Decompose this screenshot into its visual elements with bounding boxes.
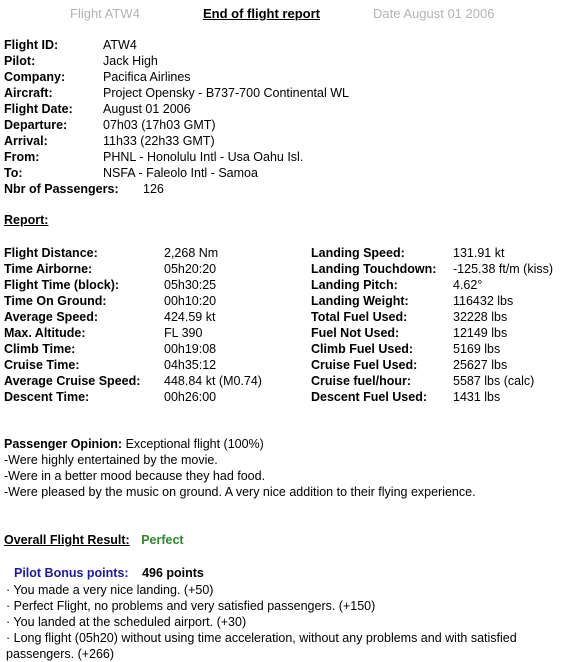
- info-label: Company:: [4, 70, 66, 84]
- report-label: Total Fuel Used:: [311, 310, 408, 324]
- opinion-line: -Were in a better mood because they had food.: [4, 469, 266, 483]
- report-heading: Report:: [4, 213, 49, 227]
- report-value: 12149 lbs: [453, 326, 508, 340]
- report-row: [4, 309, 216, 325]
- info-row: [4, 101, 191, 117]
- info-label: Aircraft:: [4, 86, 53, 100]
- report-value: 00h26:00: [164, 390, 217, 404]
- report-row: [311, 357, 508, 373]
- report-row: [4, 293, 217, 309]
- report-row: [311, 325, 508, 341]
- bonus-item-text: You landed at the scheduled airport. (+30): [13, 615, 247, 629]
- overall-result: [4, 533, 184, 547]
- opinion-label: Passenger Opinion:: [4, 437, 123, 451]
- report-label: Climb Time:: [4, 342, 76, 356]
- info-label: Departure:: [4, 118, 68, 132]
- report-row: [311, 293, 514, 309]
- report-label: Landing Speed:: [311, 246, 405, 260]
- info-value: 11h33 (22h33 GMT): [103, 134, 215, 148]
- opinion-line: -Were highly entertained by the movie.: [4, 453, 218, 467]
- header-flight-label: Flight ATW4: [70, 6, 140, 21]
- report-value: 424.59 kt: [164, 310, 216, 324]
- report-value: 5587 lbs (calc): [453, 374, 535, 388]
- report-value: FL 390: [164, 326, 203, 340]
- bonus-label: Pilot Bonus points:: [14, 566, 129, 580]
- bonus-item-text: Long flight (05h20) without using time acceleration, without any problems and with satisfied passengers. (+266): [6, 631, 517, 661]
- report-label: Flight Distance:: [4, 246, 98, 260]
- passenger-opinion: [4, 437, 264, 451]
- info-label: Flight ID:: [4, 38, 59, 52]
- report-value: 116432 lbs: [453, 294, 514, 308]
- report-label: Cruise Time:: [4, 358, 80, 372]
- report-label: Landing Touchdown:: [311, 262, 437, 276]
- bonus-value: 496 points: [142, 566, 204, 580]
- report-label: Average Cruise Speed:: [4, 374, 141, 388]
- report-label: Time Airborne:: [4, 262, 93, 276]
- info-label: Pilot:: [4, 54, 36, 68]
- info-row: [4, 37, 137, 53]
- info-row: [4, 69, 191, 85]
- report-label: Max. Altitude:: [4, 326, 86, 340]
- opinion-line: -Were pleased by the music on ground. A very nice addition to their flying experience.: [4, 485, 476, 499]
- info-value: ATW4: [103, 38, 137, 52]
- bonus-item: · Long flight (05h20) without using time acceleration, without any problems and with satisfied passengers. (+266): [6, 631, 517, 661]
- report-value: 00h19:08: [164, 342, 217, 356]
- info-row: [4, 133, 215, 149]
- info-value: August 01 2006: [103, 102, 191, 116]
- report-value: 05h20:20: [164, 262, 217, 276]
- header-date-label: Date August 01 2006: [373, 6, 495, 21]
- report-label: Cruise Fuel Used:: [311, 358, 418, 372]
- report-value: 131.91 kt: [453, 246, 505, 260]
- report-label: Fuel Not Used:: [311, 326, 400, 340]
- report-row: [4, 373, 262, 389]
- report-row: [311, 261, 554, 277]
- bonus-item: · You landed at the scheduled airport. (+30): [6, 615, 247, 629]
- info-value: 07h03 (17h03 GMT): [103, 118, 216, 132]
- info-value: NSFA - Faleolo Intl - Samoa: [103, 166, 258, 180]
- info-value: PHNL - Honolulu Intl - Usa Oahu Isl.: [103, 150, 304, 164]
- report-row: [4, 357, 217, 373]
- result-value: Perfect: [141, 533, 184, 547]
- info-value: Jack High: [103, 54, 158, 68]
- info-label: To:: [4, 166, 23, 180]
- passengers-value: 126: [143, 182, 164, 196]
- report-row: [4, 389, 217, 405]
- info-row: [4, 85, 349, 101]
- passengers-label: Nbr of Passengers:: [4, 182, 119, 196]
- report-value: 25627 lbs: [453, 358, 508, 372]
- bonus-item: · You made a very nice landing. (+50): [6, 583, 214, 597]
- bonus-header: [14, 566, 204, 580]
- report-row: [311, 373, 535, 389]
- bonus-item-text: Perfect Flight, no problems and very satisfied passengers. (+150): [13, 599, 376, 613]
- info-row: [4, 117, 216, 133]
- report-value: 32228 lbs: [453, 310, 508, 324]
- report-row: [311, 389, 501, 405]
- info-label: Arrival:: [4, 134, 48, 148]
- report-value: 5169 lbs: [453, 342, 501, 356]
- page-title: End of flight report: [203, 6, 320, 21]
- info-value: Project Opensky - B737-700 Continental WL: [103, 86, 349, 100]
- report-label: Landing Pitch:: [311, 278, 398, 292]
- report-label: Flight Time (block):: [4, 278, 120, 292]
- report-label: Landing Weight:: [311, 294, 409, 308]
- result-label: Overall Flight Result:: [4, 533, 130, 547]
- bonus-item-text: You made a very nice landing. (+50): [13, 583, 214, 597]
- report-value: 00h10:20: [164, 294, 217, 308]
- report-row: [4, 261, 217, 277]
- report-row: [4, 341, 217, 357]
- report-label: Average Speed:: [4, 310, 99, 324]
- report-value: 2,268 Nm: [164, 246, 219, 260]
- info-row: [4, 165, 258, 181]
- report-label: Descent Fuel Used:: [311, 390, 428, 404]
- opinion-value: Exceptional flight (100%): [122, 437, 264, 451]
- report-row: [4, 325, 203, 341]
- report-label: Climb Fuel Used:: [311, 342, 414, 356]
- report-label: Cruise fuel/hour:: [311, 374, 412, 388]
- passengers-row: [4, 181, 164, 197]
- report-label: Time On Ground:: [4, 294, 107, 308]
- report-value: 4.62°: [453, 278, 483, 292]
- report-row: [311, 245, 505, 261]
- info-row: [4, 53, 158, 69]
- report-row: [311, 277, 483, 293]
- report-value: 1431 lbs: [453, 390, 501, 404]
- report-label: Descent Time:: [4, 390, 90, 404]
- info-label: Flight Date:: [4, 102, 73, 116]
- report-value: 448.84 kt (M0.74): [164, 374, 262, 388]
- report-value: -125.38 ft/m (kiss): [453, 262, 554, 276]
- report-value: 04h35:12: [164, 358, 217, 372]
- report-value: 05h30:25: [164, 278, 217, 292]
- report-row: [4, 277, 217, 293]
- report-row: [311, 309, 508, 325]
- info-label: From:: [4, 150, 40, 164]
- bonus-item: · Perfect Flight, no problems and very satisfied passengers. (+150): [6, 599, 376, 613]
- report-row: [311, 341, 501, 357]
- info-value: Pacifica Airlines: [103, 70, 191, 84]
- info-row: [4, 149, 304, 165]
- report-row: [4, 245, 219, 261]
